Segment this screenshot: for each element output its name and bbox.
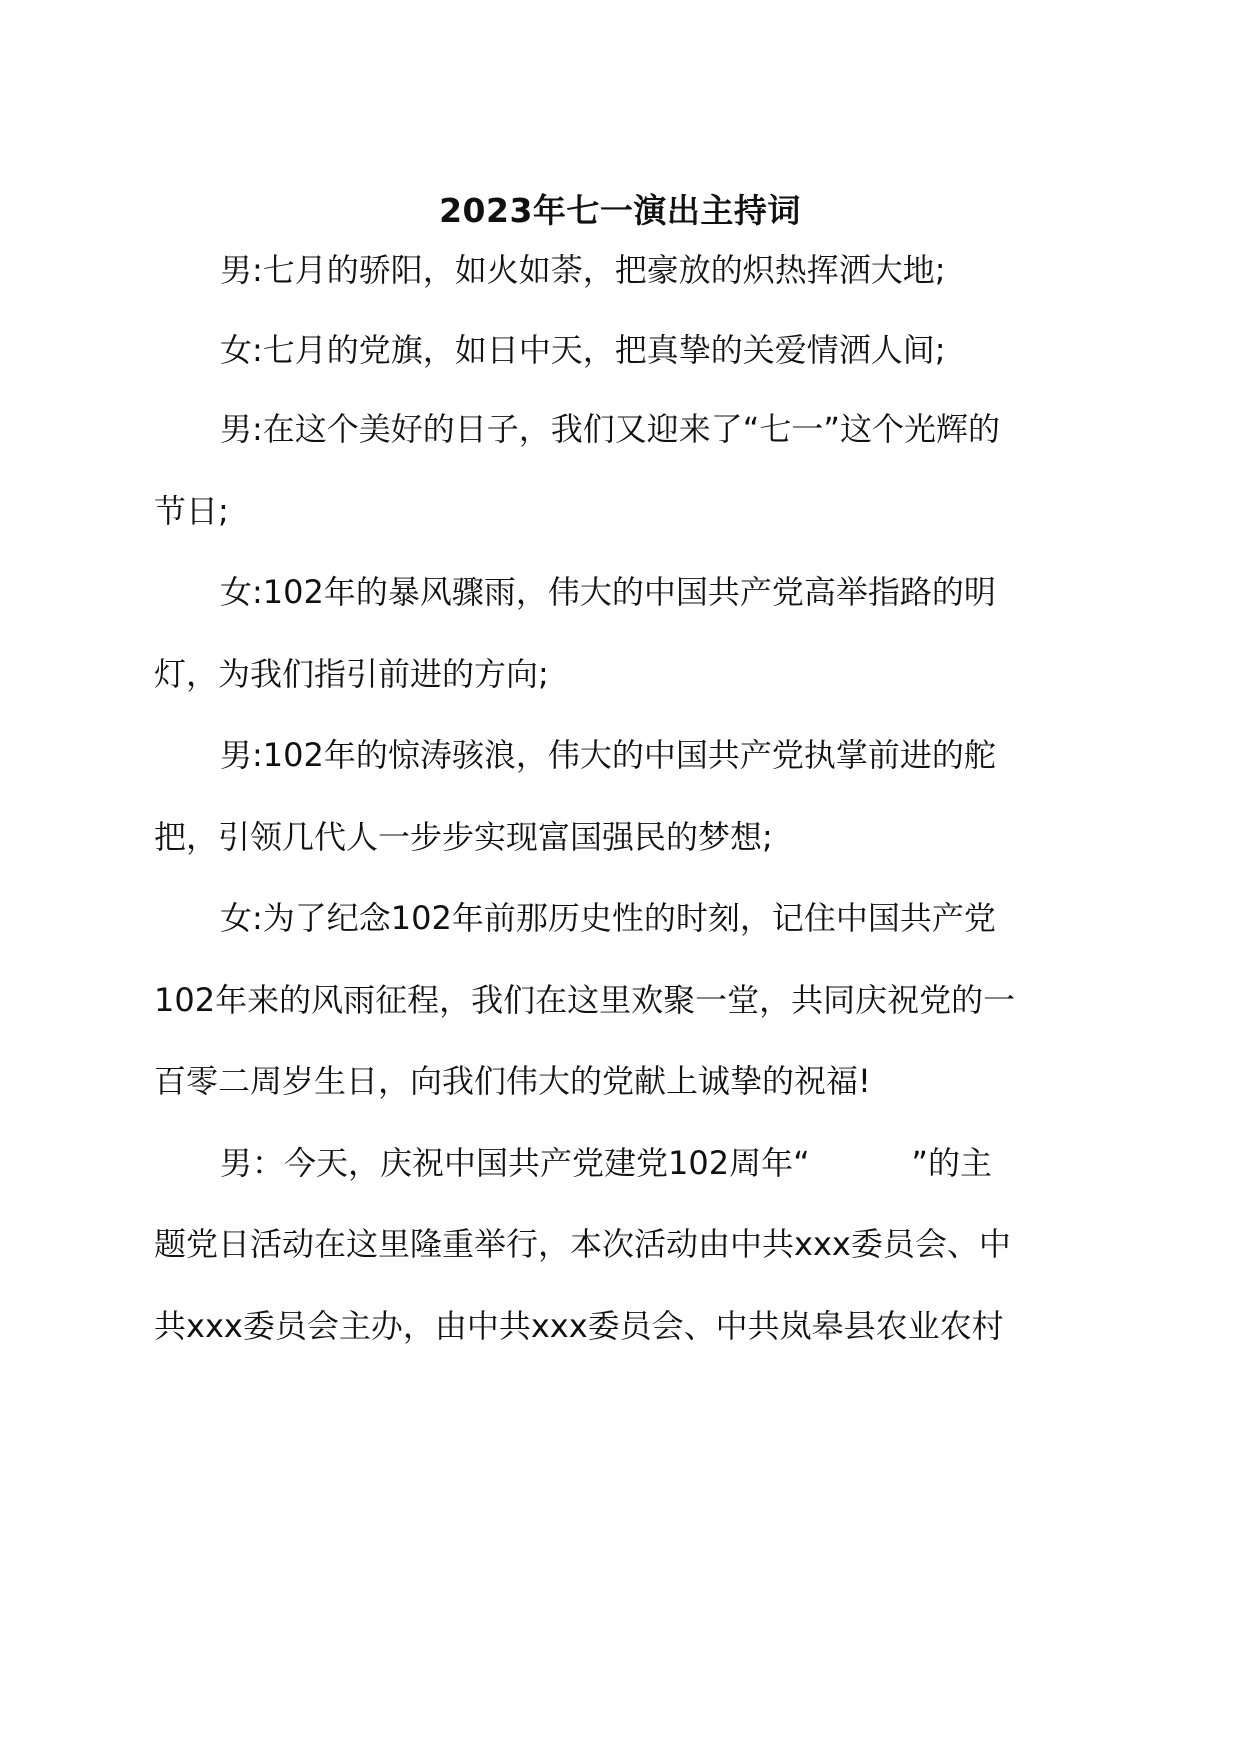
paragraph-line: 把，引领几代人一步步实现富国强民的梦想; [154,818,773,856]
paragraph-line: 灯，为我们指引前进的方向; [154,655,549,693]
paragraph-line: 102年来的风雨征程，我们在这里欢聚一堂，共同庆祝党的一 [154,981,1016,1019]
paragraph-line: 节日; [154,492,229,530]
paragraph-line: 女:102年的暴风骤雨，伟大的中国共产党高举指路的明 [220,573,996,611]
paragraph-line: 女:七月的党旗，如日中天，把真挚的关爱情洒人间; [220,331,946,369]
paragraph-line: 男:102年的惊涛骇浪，伟大的中国共产党执掌前进的舵 [220,736,996,774]
paragraph-line: 百零二周岁生日，向我们伟大的党献上诚挚的祝福! [154,1062,871,1100]
paragraph-line: 题党日活动在这里隆重举行，本次活动由中共xxx委员会、中 [154,1225,1011,1263]
paragraph-line: 男:七月的骄阳，如火如荼，把豪放的炽热挥洒大地; [220,251,946,289]
document-title: 2023年七一演出主持词 [439,191,801,230]
paragraph-line: 男:在这个美好的日子，我们又迎来了“七一”这个光辉的 [220,410,1000,448]
paragraph-line: 共xxx委员会主办，由中共xxx委员会、中共岚皋县农业农村 [154,1307,1004,1345]
paragraph-line: 女:为了纪念102年前那历史性的时刻，记住中国共产党 [220,899,996,937]
paragraph-line: 男：今天，庆祝中国共产党建党102周年“ ”的主 [220,1144,992,1182]
